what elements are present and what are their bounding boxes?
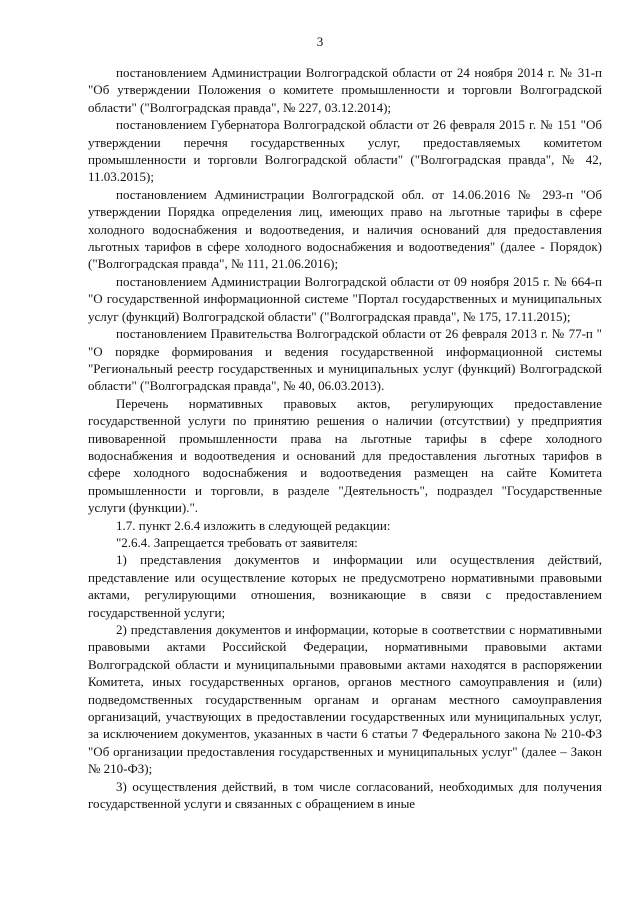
paragraph: "2.6.4. Запрещается требовать от заявителя: (116, 534, 358, 550)
paragraph: Перечень нормативных правовых актов, регулирующих предоставление государственной услуги по принятию решения о наличии (отсутствии) у предприятия пивоваренной промышленности права на льготные тарифы в сфере холодного водоснабжения и водоотведения и оснований для предоставления льготных тарифов в сфере холодного водоснабжения и водоотведения размещен на сайте Комитета промышленности и торговли, в разделе "Деятельность", подраздел "Государственные услуги (функции).". (88, 395, 602, 516)
paragraph: 1) представления документов и информации или осуществления действий, представление или осуществление которых не предусмотрено нормативными правовыми актами, регулирующими отношения, возникающие в связи с предоставлением государственной услуги; (88, 552, 602, 620)
paragraph: постановлением Администрации Волгоградской обл. от 14.06.2016 № 293-п "Об утверждении Порядка определения лиц, имеющих право на льготные тарифы в сфере холодного водоснабжения и водоотведения, и наличия оснований для предоставления льготных тарифов в сфере холодного водоснабжения и водоотведения" (далее - Порядок) ("Волгоградская правда", № 111, 21.06.2016); (88, 186, 602, 272)
page-number: 3 (316, 34, 324, 49)
paragraph: постановлением Администрации Волгоградской области от 24 ноября 2014 г. № 31-п "Об утверждении Положения о комитете промышленности и торговли Волгоградской области" ("Волгоградская правда", № 227, 03.12.2014); (88, 65, 602, 115)
paragraph: 1.7. пункт 2.6.4 изложить в следующей редакции: (116, 517, 391, 533)
paragraph: постановлением Правительства Волгоградской области от 26 февраля 2013 г. № 77-п " "О порядке формирования и ведения государственной информационной системы "Региональный реестр государственных и муниципальных услуг (функций) Волгоградской области" ("Волгоградская правда", № 40, 06.03.2013). (88, 326, 602, 394)
paragraph: постановлением Администрации Волгоградской области от 09 ноября 2015 г. № 664-п "О государственной информационной системе "Портал государственных и муниципальных услуг (функций) Волгоградской области" ("Волгоградская правда", № 175, 17.11.2015); (88, 273, 602, 324)
paragraph: 3) осуществления действий, в том числе согласований, необходимых для получения государственной услуги и связанных с обращением в иные (88, 778, 602, 812)
paragraph: 2) представления документов и информации, которые в соответствии с нормативными правовыми актами Российской Федерации, нормативными правовыми актами Волгоградской области и муниципальными правовыми актами находятся в распоряжении Комитета, иных государственных органов, органов местного самоуправления и (или) подведомственных государственным органам и органам местного самоуправления организаций, участвующих в предоставлении государственных или муниципальных услуг, за исключением документов, указанных в части 6 статьи 7 Федерального закона № 210-ФЗ "Об организации предоставления государственных и муниципальных услуг" (далее – Закон № 210-ФЗ); (88, 622, 602, 777)
document-body (88, 64, 602, 812)
paragraph: постановлением Губернатора Волгоградской области от 26 февраля 2015 г. № 151 "Об утверждении перечня государственных услуг, предоставляемых комитетом промышленности и торговли Волгоградской области" ("Волгоградская правда", № 42, 11.03.2015); (88, 117, 602, 185)
